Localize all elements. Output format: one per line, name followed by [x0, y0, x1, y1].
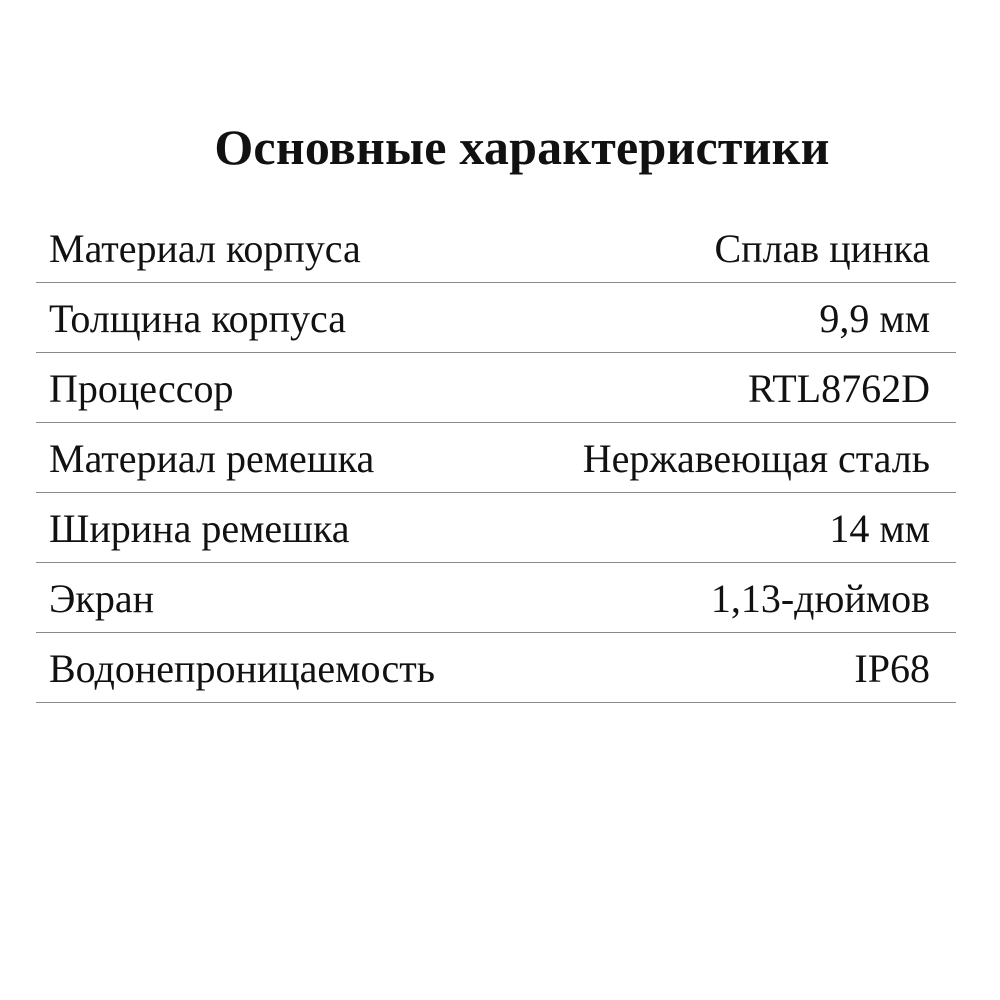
spec-row-strap-material: [36, 424, 956, 493]
spec-label: Процессор: [49, 366, 234, 411]
spec-value: Нержавеющая сталь: [582, 436, 930, 481]
spec-row-strap-width: [36, 494, 956, 563]
spec-row-case-material: [36, 214, 956, 283]
spec-label: Материал ремешка: [49, 436, 375, 481]
spec-label: Экран: [49, 576, 154, 621]
spec-value: 14 мм: [829, 506, 930, 551]
spec-value: RTL8762D: [747, 366, 930, 411]
spec-value: 9,9 мм: [819, 296, 930, 341]
spec-value: 1,13-дюймов: [710, 576, 930, 621]
spec-value: Сплав цинка: [714, 226, 930, 271]
spec-label: Ширина ремешка: [49, 506, 350, 551]
spec-row-processor: [36, 354, 956, 423]
spec-row-screen: [36, 564, 956, 633]
page-title: Основные характеристики: [214, 119, 830, 175]
spec-label: Толщина корпуса: [49, 296, 347, 341]
spec-row-case-thickness: [36, 284, 956, 353]
spec-label: Водонепроницаемость: [49, 646, 435, 691]
spec-table: [36, 214, 956, 703]
spec-label: Материал корпуса: [49, 226, 361, 271]
spec-row-waterproof: [36, 634, 956, 703]
spec-value: IP68: [854, 646, 930, 691]
